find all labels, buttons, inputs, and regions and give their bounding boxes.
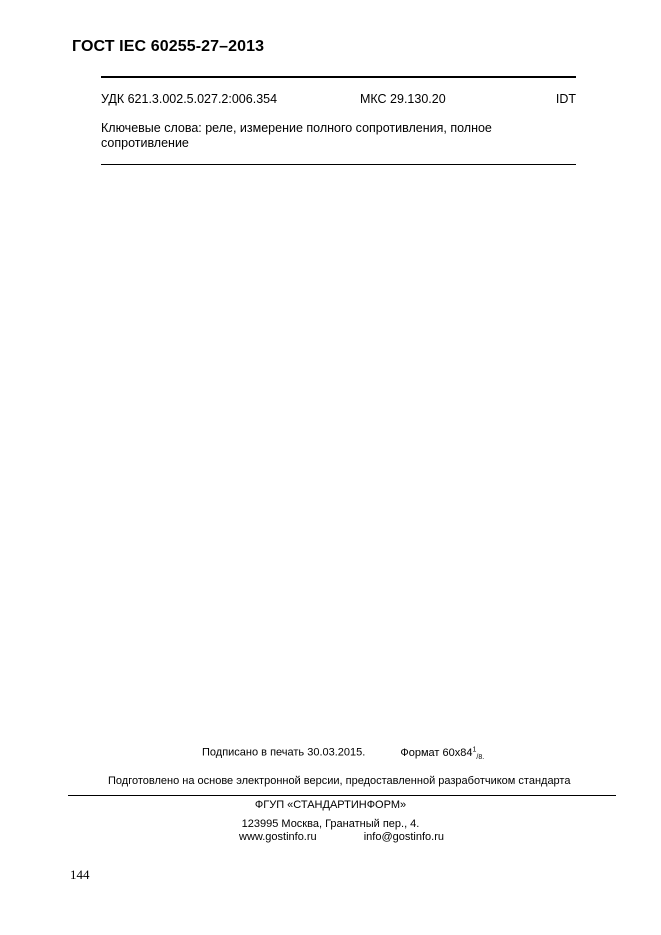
signed-date: Подписано в печать 30.03.2015.: [202, 746, 366, 759]
document-code-header: ГОСТ IEC 60255-27–2013: [72, 38, 265, 55]
top-rule: [101, 76, 576, 78]
website-link[interactable]: www.gostinfo.ru: [239, 831, 317, 843]
mks-code: МКС 29.130.20: [360, 92, 446, 106]
imprint-rule: [68, 795, 616, 796]
publisher-name: ФГУП «СТАНДАРТИНФОРМ»: [254, 799, 407, 811]
format-sub: /8: [476, 753, 483, 761]
publisher-address: 123995 Москва, Гранатный пер., 4.: [241, 818, 420, 830]
signed-row: [202, 746, 484, 761]
keywords-text: Ключевые слова: реле, измерение полного сопротивления, полное сопротивление: [101, 121, 492, 150]
idt-marker: IDT: [555, 92, 576, 106]
email-link[interactable]: info@gostinfo.ru: [363, 831, 444, 843]
prepared-note: Подготовлено на основе электронной версии, предоставленной разработчиком стандарта: [108, 775, 571, 787]
format-prefix: Формат 60x84: [400, 746, 473, 759]
page-number: 144: [70, 867, 90, 882]
keywords-rule: [101, 164, 576, 165]
classification-row: [101, 92, 576, 108]
format-suffix: .: [482, 753, 485, 761]
contact-row: [239, 831, 444, 843]
paper-format: [400, 747, 484, 759]
format-sup: 1: [472, 746, 477, 753]
udk-code: УДК 621.3.002.5.027.2:006.354: [101, 92, 278, 106]
